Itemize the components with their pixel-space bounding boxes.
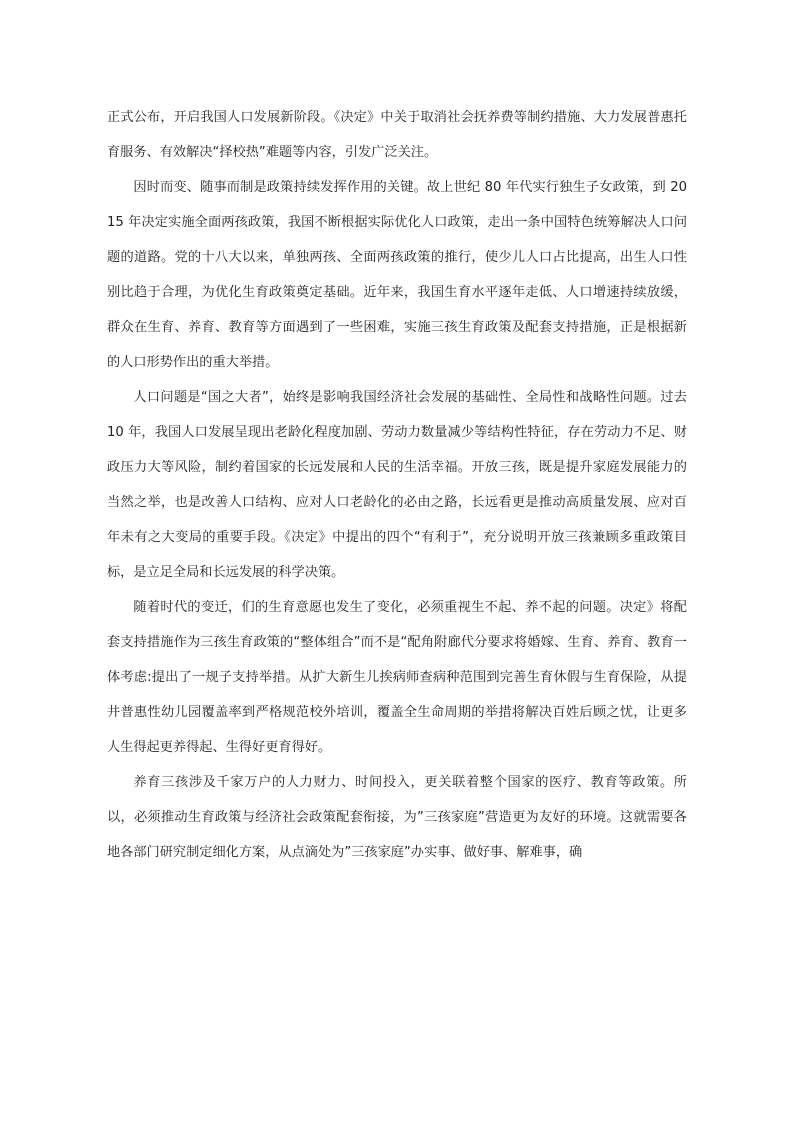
paragraph-1: 正式公布，开启我国人口发展新阶段。《决定》中关于取消社会抚养费等制约措施、大力发展普惠托育服务、有效解决“择校热”难题等内容，引发广泛关注。 bbox=[107, 110, 687, 160]
paragraph-3: 人口问题是“国之大者”，始终是影响我国经济社会发展的基础性、全局性和战略性问题。过去 10 年，我国人口发展呈现出老龄化程度加剧、劳动力数量减少等结构性特征，存在劳动力不足、财政压力大等风险，制约着国家的长远发展和人民的生活幸福。开放三孩，既是提升家庭发展能力的当然之举，也是改善人口结构、应对人口老龄化的必由之路，长远看更是推动高质量发展、应对百年未有之大变局的重要手段。《决定》中提出的四个“有利于”，充分说明开放三孩兼顾多重政策目标，是立足全局和长远发展的科学决策。 bbox=[107, 390, 687, 580]
paragraph-4: 随着时代的变迁，们的生育意愿也发生了变化，必须重视生不起、养不起的问题。决定》将配套支持措施作为三孩生育政策的“整体组合”而不是“配角附廊代分要求将婚嫁、生育、养育、教育一体考虑:提出了一规子支持举措。从扩大新生儿挨病师查病种范围到完善生育休假与生育保险，从提井普惠性幼儿园覆盖率到严格规范校外培训，覆盖全生命周期的举措将解决百姓后顾之忧，让更多人生得起更养得起、生得好更育得好。 bbox=[107, 600, 687, 755]
document-body bbox=[107, 100, 687, 870]
paragraph-2: 因时而变、随事而制是政策持续发挥作用的关键。故上世纪 80 年代实行独生子女政策，到 2015 年决定实施全面两孩政策，我国不断根据实际优化人口政策，走出一条中国特色统筹解决人口问题的道路。党的十八大以来，单独两孩、全面两孩政策的推行，使少儿人口占比提高，出生人口性别比趋于合理，为优化生育政策奠定基础。近年来，我国生育水平逐年走低、人口增速持续放缓，群众在生育、养育、教育等方面遇到了一些困难，实施三孩生育政策及配套支持措施，正是根据新的人口形势作出的重大举措。 bbox=[107, 180, 687, 370]
paragraph-5: 养育三孩涉及千家万户的人力财力、时间投入，更关联着整个国家的医疗、教育等政策。所以，必须推动生育政策与经济社会政策配套衔接，为”三孩家庭”营造更为友好的环境。这就需要各地各部门研究制定细化方案，从点滴处为”三孩家庭”办实事、做好事、解难事，确 bbox=[107, 775, 687, 860]
